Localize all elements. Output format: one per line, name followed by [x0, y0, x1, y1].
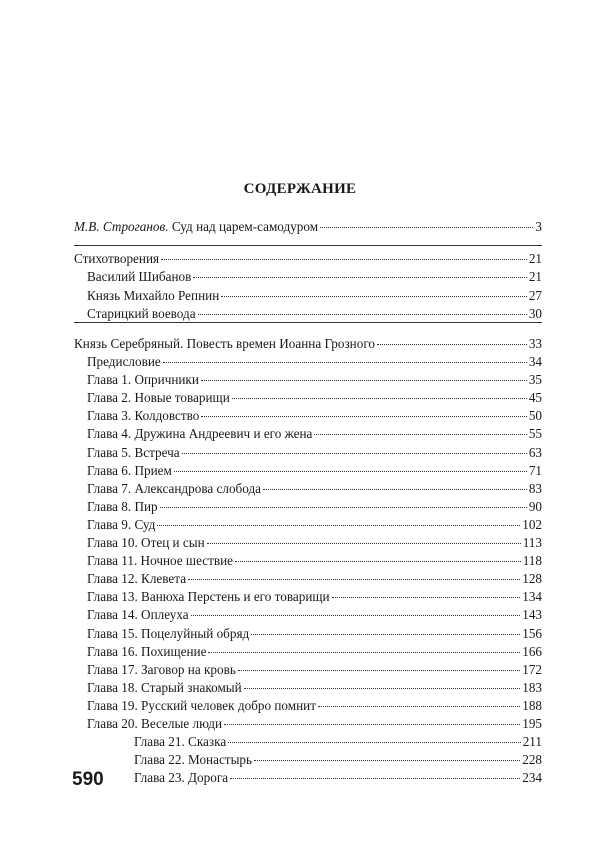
toc-entry-page: 45	[528, 390, 542, 406]
toc-entry-label: Глава 19. Русский человек добро помнит	[87, 697, 316, 713]
toc-entry[interactable]	[134, 751, 542, 769]
toc-entry-label: Глава 2. Новые товарищи	[87, 390, 230, 406]
toc-entry-label: Глава 6. Прием	[87, 462, 172, 478]
toc-entry-label: Глава 1. Опричники	[87, 372, 199, 388]
toc-entry-label: Глава 15. Поцелуйный обряд	[87, 625, 250, 641]
dot-leader	[161, 259, 527, 260]
dot-leader	[314, 434, 526, 435]
dot-leader	[221, 296, 527, 297]
toc-entry-page: 34	[528, 354, 542, 369]
toc-entry-page: 55	[528, 426, 542, 442]
toc-entry-label: Глава 14. Оплеуха	[87, 607, 189, 623]
toc-entry[interactable]	[87, 287, 542, 305]
page-number: 590	[72, 769, 104, 790]
toc-heading: СОДЕРЖАНИЕ	[243, 181, 357, 197]
toc-entry-label	[74, 218, 318, 236]
dot-leader	[251, 634, 520, 635]
dot-leader	[208, 652, 520, 653]
toc-entry-label: Глава 8. Пир	[87, 498, 158, 514]
dot-leader	[230, 778, 520, 779]
toc-entry-label: Глава 9. Суд	[87, 516, 156, 532]
dot-leader	[193, 277, 526, 278]
toc-entry-page: 166	[522, 643, 542, 659]
toc-entry-page: 156	[522, 625, 542, 641]
toc-entry-label: Глава 16. Похищение	[87, 643, 207, 659]
toc-entry[interactable]	[87, 444, 542, 462]
toc-entry-page: 27	[528, 287, 542, 303]
toc-entry[interactable]	[87, 516, 542, 534]
section-divider	[74, 245, 542, 246]
toc-entry-page: 33	[528, 336, 542, 351]
dot-leader	[254, 760, 520, 761]
toc-entry[interactable]	[87, 498, 542, 516]
toc-entry[interactable]	[87, 715, 542, 733]
toc-entry-label: Глава 20. Веселые люди	[87, 716, 223, 731]
toc-entry-intro[interactable]	[74, 218, 542, 236]
toc-entry-page: 35	[528, 372, 542, 388]
toc-entry-label: Предисловие	[87, 354, 161, 369]
toc-entry[interactable]	[87, 407, 542, 425]
dot-leader	[224, 724, 520, 725]
toc-entry[interactable]	[87, 606, 542, 624]
dot-leader	[332, 597, 521, 598]
toc-entry-page: 90	[528, 498, 542, 514]
toc-entry-page: 195	[522, 716, 542, 731]
toc-entry[interactable]	[87, 462, 542, 480]
toc-entry-page: 188	[522, 697, 542, 713]
dot-leader	[235, 561, 521, 562]
dot-leader	[238, 670, 520, 671]
dot-leader	[174, 471, 527, 472]
dot-leader	[201, 416, 526, 417]
toc-entry-page: 102	[522, 516, 542, 532]
toc-entry-page: 83	[528, 480, 542, 496]
toc-entry-page: 63	[528, 444, 542, 460]
toc-entry-page: 143	[522, 607, 542, 623]
toc-entry-page: 118	[522, 553, 542, 569]
toc-entry[interactable]	[87, 661, 542, 679]
dot-leader	[201, 380, 527, 381]
toc-entry-page: 30	[528, 306, 542, 322]
toc-entry-page: 21	[528, 269, 542, 284]
dot-leader	[377, 344, 527, 345]
toc-entry-page: 172	[522, 661, 542, 677]
toc-entry[interactable]	[87, 570, 542, 588]
toc-entry-poems[interactable]	[74, 250, 542, 268]
toc-entry[interactable]	[87, 697, 542, 715]
dot-leader	[232, 398, 527, 399]
toc-entry-page: 234	[522, 770, 542, 786]
dot-leader	[244, 688, 520, 689]
toc-entry-novel[interactable]	[74, 335, 542, 353]
toc-entry[interactable]	[87, 425, 542, 443]
toc-entry-page: 228	[522, 752, 542, 768]
toc-entry[interactable]	[134, 769, 542, 787]
toc-entry-page: 3	[535, 219, 542, 234]
toc-entry-label: Глава 12. Клевета	[87, 571, 187, 587]
toc-entry[interactable]	[87, 625, 542, 643]
toc-entry-author: М.В. Строганов.	[74, 219, 169, 234]
toc-entry-label: Глава 23. Дорога	[134, 770, 229, 786]
dot-leader	[191, 615, 521, 616]
toc-entry-page: 113	[522, 535, 542, 550]
toc-entry-label: Глава 13. Ванюха Перстень и его товарищи	[87, 589, 330, 605]
dot-leader	[198, 314, 527, 315]
toc-entry-title: Суд над царем-самодуром	[171, 219, 319, 234]
toc-entry-label: Князь Михайло Репнин	[87, 287, 220, 303]
toc-entry[interactable]	[87, 389, 542, 407]
toc-entry-label: Глава 10. Отец и сын	[87, 535, 205, 550]
toc-entry-page: 21	[528, 251, 542, 266]
dot-leader	[188, 579, 520, 580]
toc-entry[interactable]	[87, 679, 542, 697]
toc-entry[interactable]	[87, 480, 542, 498]
toc-entry[interactable]	[87, 552, 542, 570]
toc-entry-label: Глава 22. Монастырь	[134, 752, 253, 768]
toc-entry[interactable]	[87, 588, 542, 606]
toc-entry-label: Стихотворения	[74, 251, 160, 266]
dot-leader	[160, 507, 527, 508]
dot-leader	[320, 227, 533, 228]
toc-entry-label: Глава 7. Александрова слобода	[87, 480, 262, 496]
toc-entry[interactable]	[87, 353, 542, 371]
toc-entry-label: Князь Серебряный. Повесть времен Иоанна Грозного	[74, 336, 375, 351]
toc-entry[interactable]	[134, 733, 542, 751]
toc-entry-label: Глава 18. Старый знакомый	[87, 679, 242, 695]
toc-entry-label: Глава 17. Заговор на кровь	[87, 661, 236, 677]
toc-entry-page: 211	[522, 734, 542, 750]
toc-entry-page: 134	[522, 589, 542, 605]
toc-entry[interactable]	[87, 305, 542, 323]
toc-entry-label: Василий Шибанов	[87, 269, 192, 284]
toc-entry-page: 50	[528, 408, 542, 424]
toc-entry-label: Глава 4. Дружина Андреевич и его жена	[87, 426, 313, 442]
dot-leader	[157, 525, 520, 526]
toc-entry[interactable]	[87, 643, 542, 661]
dot-leader	[228, 742, 521, 743]
toc-entry-label: Глава 5. Встреча	[87, 444, 180, 460]
dot-leader	[263, 489, 527, 490]
toc-entry-page: 183	[522, 679, 542, 695]
toc-entry-label: Старицкий воевода	[87, 306, 196, 322]
dot-leader	[318, 706, 520, 707]
dot-leader	[163, 362, 527, 363]
toc-entry[interactable]	[87, 371, 542, 389]
toc-entry-label: Глава 3. Колдовство	[87, 408, 200, 424]
dot-leader	[207, 543, 521, 544]
toc-entry-label: Глава 11. Ночное шествие	[87, 553, 234, 569]
toc-entry-label: Глава 21. Сказка	[134, 734, 227, 750]
toc-entry[interactable]	[87, 534, 542, 552]
toc-entry-page: 128	[522, 571, 542, 587]
dot-leader	[182, 453, 527, 454]
toc-entry-page: 71	[528, 462, 542, 478]
toc-entry[interactable]	[87, 268, 542, 286]
